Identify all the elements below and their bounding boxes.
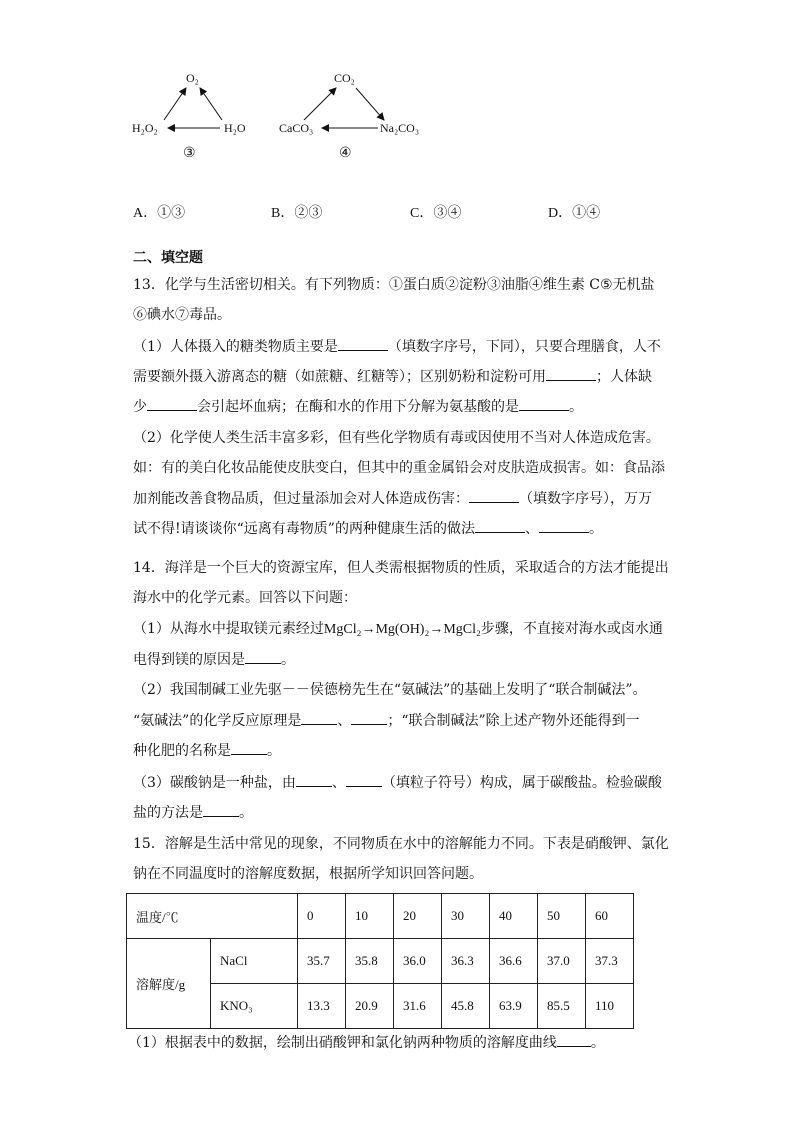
diagram-4-right: Na₂CO₃ — [380, 121, 420, 135]
q13-stem-line-1: 13．化学与生活密切相关。有下列物质：①蛋白质②淀粉③油脂④维生素 C⑤无机盐 — [133, 277, 655, 293]
value-cell: 37.3 — [586, 939, 634, 984]
substance-cell: KNO₃ — [211, 984, 298, 1029]
value-cell: 36.6 — [490, 939, 538, 984]
q14-part2-line-2 — [133, 710, 673, 731]
table-row-temperature — [127, 894, 634, 939]
answer-blank[interactable] — [557, 1032, 591, 1047]
solubility-table — [126, 893, 634, 1029]
value-cell: 31.6 — [394, 984, 442, 1029]
q13-part2-line-3 — [133, 488, 673, 509]
value-cell: 35.7 — [298, 939, 346, 984]
q14-part1-line-2 — [133, 649, 673, 670]
text: （填数字序号，下同），只要合理膳食，人不 — [387, 339, 661, 355]
text: 步骤，不直接对海水或卤水通 — [480, 621, 663, 637]
diagram-3-left: H₂O₂ — [132, 121, 158, 135]
answer-blank[interactable] — [346, 772, 382, 787]
q14-part3-line-1 — [133, 772, 673, 793]
answer-blank[interactable] — [147, 396, 197, 411]
answer-blank[interactable] — [245, 649, 281, 664]
q13-part1-line-3 — [133, 396, 673, 417]
temp-cell: 20 — [394, 894, 442, 939]
solubility-label-cell: 溶解度/g — [127, 939, 211, 1029]
text: （填粒子符号）构成，属于碳酸盐。检验碳酸 — [381, 775, 662, 791]
text: 电得到镁的原因是 — [133, 652, 245, 668]
option-c[interactable]: C．③④ — [410, 206, 462, 221]
option-a[interactable]: A．①③ — [133, 206, 186, 221]
diagram-3-label: ③ — [183, 145, 196, 161]
option-b[interactable]: B．②③ — [271, 206, 323, 221]
text: （1）人体摄入的糖类物质主要是 — [133, 339, 338, 355]
value-cell: 13.3 — [298, 984, 346, 1029]
diagram-4-label: ④ — [339, 145, 352, 161]
q14-part2-line-1: （2）我国制碱工业先驱－－侯德榜先生在“氨碱法”的基础上发明了“联合制碱法”。 — [133, 682, 647, 698]
text: （3）碳酸钠是一种盐，由 — [133, 775, 296, 791]
text: “氨碱法”的化学反应原理是 — [133, 713, 302, 729]
formula: MgCl₂→Mg(OH)₂→MgCl₂ — [323, 622, 481, 637]
section-title: 二、填空题 — [133, 250, 203, 266]
substance-cell: NaCl — [211, 939, 298, 984]
text: （1）从海水中提取镁元素经过 — [133, 621, 324, 637]
text: 盐的方法是 — [133, 805, 203, 821]
arrow-caco3-to-co2 — [304, 88, 336, 120]
value-cell: 63.9 — [490, 984, 538, 1029]
answer-blank[interactable] — [475, 518, 525, 533]
answer-blank[interactable] — [351, 710, 387, 725]
q13-part2-line-1: （2）化学使人类生活丰富多彩，但有些化学物质有毒或因使用不当对人体造成危害。 — [133, 430, 660, 446]
q13-part1-line-2 — [133, 366, 673, 387]
value-cell: 45.8 — [442, 984, 490, 1029]
answer-blank[interactable] — [231, 740, 267, 755]
diagram-3-arrows — [0, 0, 794, 200]
text: 种化肥的名称是 — [133, 743, 231, 759]
q14-part2-line-3 — [133, 740, 673, 761]
q14-stem-line-1: 14．海洋是一个巨大的资源宝库，但人类需根据物质的性质，采取适合的方法才能提出 — [133, 560, 669, 576]
q15-stem-line-1: 15．溶解是生活中常见的现象，不同物质在水中的溶解能力不同。下表是硝酸钾、氯化 — [133, 836, 669, 852]
value-cell: 110 — [586, 984, 634, 1029]
answer-blank[interactable] — [519, 396, 569, 411]
diagram-3-top: O₂ — [186, 71, 199, 85]
q15-stem-line-2: 钠在不同温度时的溶解度数据，根据所学知识回答问题。 — [133, 866, 483, 882]
arrow-co2-to-na2co3 — [356, 88, 384, 120]
q13-part2-line-4 — [133, 518, 673, 539]
answer-blank[interactable] — [203, 802, 239, 817]
q14-part1-line-1 — [133, 619, 673, 640]
text: 。 — [281, 652, 295, 668]
value-cell: 85.5 — [538, 984, 586, 1029]
text: （填数字序号），万万 — [519, 491, 652, 507]
temp-cell: 0 — [298, 894, 346, 939]
text: 会引起坏血病；在酶和水的作用下分解为氨基酸的是 — [197, 399, 519, 415]
temp-cell: 60 — [586, 894, 634, 939]
q15-part1-line-1 — [128, 1032, 668, 1053]
answer-blank[interactable] — [296, 772, 332, 787]
temp-cell: 50 — [538, 894, 586, 939]
temp-cell: 10 — [346, 894, 394, 939]
text: 、 — [524, 521, 539, 537]
diagram-4-left: CaCO₃ — [279, 121, 314, 135]
temp-header-cell: 温度/℃ — [127, 894, 298, 939]
text: 。 — [569, 399, 583, 415]
value-cell: 35.8 — [346, 939, 394, 984]
text: ；“联合制碱法”除上述产物外还能得到一 — [387, 713, 640, 729]
text: 加剂能改善食物品质，但过量添加会对人体造成伤害： — [133, 491, 469, 507]
arrow-h2o2-to-o2 — [164, 88, 186, 120]
text: 。 — [239, 805, 253, 821]
arrow-h2o-to-o2 — [200, 88, 222, 120]
option-d[interactable]: D．①④ — [548, 206, 601, 221]
text: ；人体缺 — [596, 369, 652, 385]
text: 。 — [588, 521, 603, 537]
text: 试不得!请谈谈你“远离有毒物质”的两种健康生活的做法 — [133, 521, 475, 537]
diagram-4-top: CO₂ — [334, 71, 355, 85]
diagram-3-right: H₂O — [224, 121, 246, 135]
q14-stem-line-2: 海水中的化学元素。回答以下问题： — [133, 590, 357, 606]
q13-stem-line-2: ⑥碘水⑦毒品。 — [133, 307, 231, 323]
answer-blank[interactable] — [469, 488, 519, 503]
value-cell: 36.0 — [394, 939, 442, 984]
temp-cell: 30 — [442, 894, 490, 939]
value-cell: 36.3 — [442, 939, 490, 984]
answer-blank[interactable] — [539, 518, 589, 533]
text: 。 — [590, 1035, 605, 1051]
value-cell: 20.9 — [346, 984, 394, 1029]
table-row-nacl — [127, 939, 634, 984]
q14-part3-line-2 — [133, 802, 673, 823]
answer-blank[interactable] — [301, 710, 337, 725]
value-cell: 37.0 — [538, 939, 586, 984]
answer-blank[interactable] — [338, 336, 388, 351]
text: 、 — [337, 713, 352, 729]
q13-part1-line-1 — [133, 336, 673, 357]
text: 需要额外摄入游离态的糖（如蔗糖、红糖等）；区别奶粉和淀粉可用 — [133, 369, 546, 385]
text: （1）根据表中的数据，绘制出硝酸钾和氯化钠两种物质的溶解度曲线 — [128, 1035, 557, 1051]
temp-cell: 40 — [490, 894, 538, 939]
q13-part2-line-2: 如：有的美白化妆品能使皮肤变白，但其中的重金属铅会对皮肤造成损害。如：食品添 — [133, 460, 665, 476]
text: 、 — [331, 775, 346, 791]
answer-blank[interactable] — [546, 366, 596, 381]
text: 少 — [133, 399, 147, 415]
text: 。 — [267, 743, 281, 759]
